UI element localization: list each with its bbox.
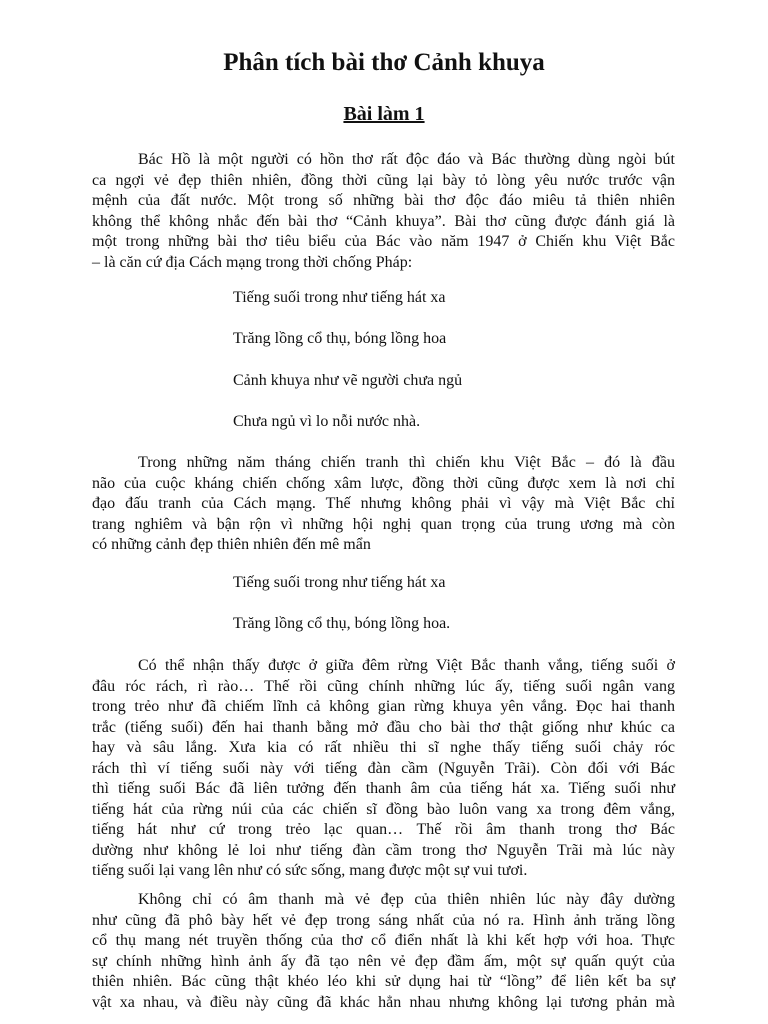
text-line: Trong những năm tháng chiến tranh thì chiến khu Việt Bắc – đó là đầu bbox=[138, 454, 675, 471]
text-line: không thể không nhắc đến bài thơ “Cảnh khuya”. Bài thơ cũng được đánh giá là bbox=[92, 212, 675, 230]
text-line: thiên nhiên. Bác cũng thật khéo léo khi sử dụng hai từ “lồng” để liên kết ba sự bbox=[92, 973, 675, 990]
text-line: trắc (tiếng suối) đến hai thanh bằng mở đầu cho bài thơ thật giống như khúc ca bbox=[92, 718, 675, 736]
verse-line: Chưa ngủ vì lo nỗi nước nhà. bbox=[233, 413, 421, 430]
text-line: vật xa nhau, và điều này cũng đã khác hẳn nhau nhưng không lại tương phản mà bbox=[92, 993, 675, 1011]
verse-line: Cảnh khuya như vẽ người chưa ngủ bbox=[233, 372, 463, 389]
verse-line: Trăng lồng cổ thụ, bóng lồng hoa. bbox=[233, 615, 451, 632]
text-line: hay và sâu lắng. Xưa kia có rất nhiều thi sĩ nghe thấy tiếng suối chảy róc bbox=[92, 739, 675, 756]
text-line: có những cảnh đẹp thiên nhiên đến mê mẩn bbox=[92, 536, 371, 553]
text-line: Có thể nhận thấy được ở giữa đêm rừng Việt Bắc thanh vắng, tiếng suối ở bbox=[138, 657, 675, 674]
text-line: dường như không lẻ loi như tiếng đàn cầm trong thơ Nguyễn Trãi mà lúc này bbox=[92, 841, 675, 859]
verse-line: Tiếng suối trong như tiếng hát xa bbox=[233, 289, 446, 306]
text-line: rách thì ví tiếng suối này với tiếng đàn cầm (Nguyễn Trãi). Còn đối với Bác bbox=[92, 759, 675, 777]
verse-line: Trăng lồng cổ thụ, bóng lồng hoa bbox=[233, 330, 447, 347]
text-line: – là căn cứ địa Cách mạng trong thời chống Pháp: bbox=[92, 253, 413, 271]
text-line: thì tiếng suối Bác đã liên tưởng đến thanh âm của tiếng hát xa. Tiếng suối như bbox=[92, 780, 675, 797]
text-line: trang nghiêm và bận rộn vì những hội nghị quan trọng của trung ương mà còn bbox=[92, 515, 675, 533]
text-line: cổ thụ mang nét truyền thống của thơ cổ điển nhất là khi kết hợp với hoa. Thực bbox=[92, 932, 675, 949]
text-line: Không chỉ có âm thanh mà vẻ đẹp của thiên nhiên lúc này đây dường bbox=[138, 891, 675, 908]
text-line: tiếng hát của rừng núi của các chiến sĩ đồng bào luôn vang xa trong đêm vắng, bbox=[92, 800, 675, 818]
text-line: đâu róc rách, rì rào… Thế rồi cũng chính những lúc ấy, tiếng suối ngân vang bbox=[92, 677, 675, 695]
text-line: một trong những bài thơ tiêu biểu của Bác vào năm 1947 ở Chiến khu Việt Bắc bbox=[92, 233, 675, 250]
section-heading: Bài làm 1 bbox=[343, 103, 425, 125]
paragraph-intro bbox=[92, 150, 675, 273]
text-line: Bác Hồ là một người có hồn thơ rất độc đáo và Bác thường dùng ngòi bút bbox=[138, 151, 675, 168]
text-line: ca ngợi vẻ đẹp thiên nhiên, đồng thời cũng lại bày tỏ lòng yêu nước trước vận bbox=[92, 171, 675, 189]
text-line: mệnh của đất nước. Một trong số những bài thơ độc đáo miêu tả thiên nhiên bbox=[92, 192, 675, 209]
text-line: tiếng hát như cứ trong trẻo lạc quan… Thế rồi âm thanh trong thơ Bác bbox=[92, 821, 675, 838]
text-line: đạo đấu tranh của Cách mạng. Thế nhưng không phải vì vậy mà Việt Bắc chỉ bbox=[92, 495, 675, 512]
text-line: tiếng suối lại vang lên như có sức sống, mang được một sự vui tươi. bbox=[92, 862, 528, 879]
paragraph-analysis-image bbox=[92, 890, 675, 1013]
paragraph-context bbox=[92, 453, 675, 556]
text-line: như cũng đã phô bày hết vẻ đẹp trong sáng nhất của nó ra. Hình ảnh trăng lồng bbox=[92, 911, 675, 929]
text-line: não của cuộc kháng chiến chống xâm lược, đồng thời cũng được xem là nơi chỉ bbox=[92, 474, 675, 492]
text-line: trong trẻo như đã chiếm lĩnh cả không gian rừng khuya yên vắng. Đọc hai thanh bbox=[92, 698, 675, 715]
paragraph-analysis-sound bbox=[92, 656, 675, 882]
text-line: sự chính những hình ảnh ấy đã tạo nên vẻ đẹp đầm ấm, một sự quấn quýt của bbox=[92, 952, 675, 970]
verse-line: Tiếng suối trong như tiếng hát xa bbox=[233, 574, 446, 591]
page-title: Phân tích bài thơ Cảnh khuya bbox=[223, 49, 545, 76]
